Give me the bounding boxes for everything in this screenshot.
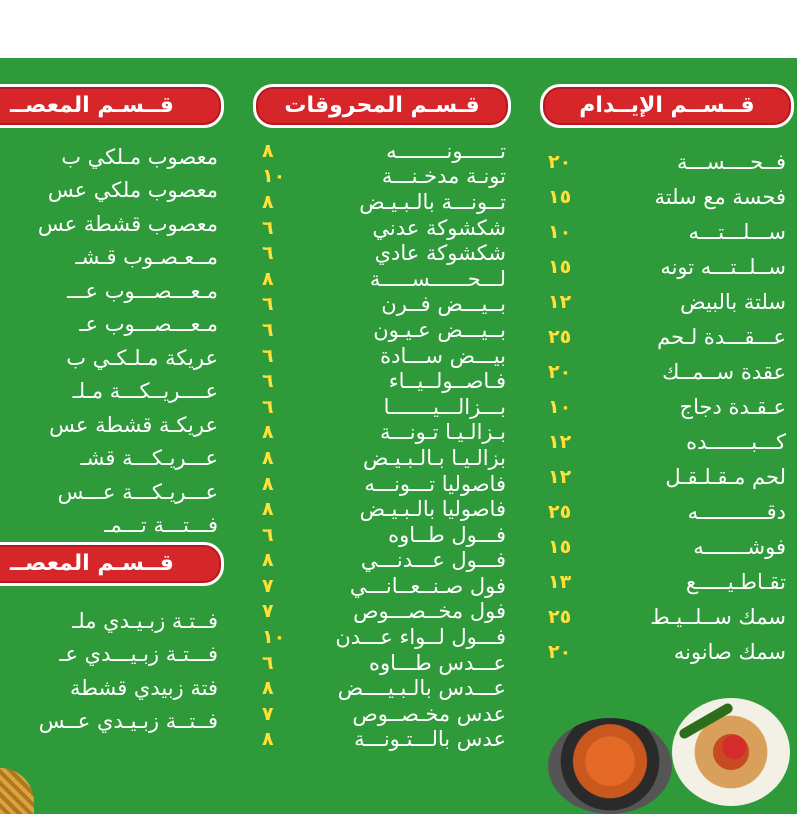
section-masoob-items: [0, 140, 218, 542]
menu-item-price: ٧: [262, 600, 274, 623]
menu-item-price: ٦: [262, 395, 274, 418]
menu-item-price: ٨: [262, 549, 274, 572]
menu-item-name: تــونـــة بالـبـيـض: [359, 189, 506, 214]
menu-item: [262, 164, 506, 190]
menu-item-price: ١٥: [548, 535, 572, 558]
menu-item-name: لـــحــــــســـــة: [369, 266, 506, 291]
menu-item-name: عـــقـــدة لـحم: [657, 324, 786, 349]
menu-item-name: مــعـصـوب قـشـ: [75, 245, 218, 270]
menu-item-name: ســـلـــتـــه: [688, 219, 786, 244]
menu-item: [0, 207, 218, 241]
menu-item-name: فـاصــولــيــاء: [388, 369, 506, 394]
menu-item-name: معصوب قشطة عس: [37, 211, 218, 236]
menu-item-name: سمك ســلــيـط: [650, 604, 786, 629]
menu-item-name: عدس مخـصــوص: [352, 701, 506, 726]
menu-item-name: فــحــــســـة: [677, 149, 786, 174]
menu-item: [0, 140, 218, 174]
menu-item: [262, 727, 506, 753]
menu-item-name: تــــــونــــــــه: [386, 138, 506, 163]
menu-item-name: بزالـيـا بـالـبـيـض: [362, 445, 506, 470]
menu-item: [262, 420, 506, 446]
menu-item-price: ٢٠: [548, 640, 572, 663]
menu-item-name: معصوب مـلكي ب: [61, 144, 218, 169]
menu-item-price: ١٢: [548, 465, 572, 488]
menu-item-price: ١٥: [548, 255, 572, 278]
menu-item-name: فـــول عـــدنـــي: [360, 548, 506, 573]
section-idam-items: [548, 144, 788, 669]
menu-item: [548, 144, 786, 179]
menu-item: [262, 343, 506, 369]
menu-item-name: بــيـــض عـيـون: [373, 317, 506, 342]
menu-item: [262, 215, 506, 241]
menu-item-name: كـــبـــــــده: [686, 429, 786, 454]
menu-item: [262, 573, 506, 599]
menu-item: [262, 471, 506, 497]
menu-item-name: عدس بالـــتـونـــة: [354, 727, 506, 752]
menu-item: [262, 394, 506, 420]
menu-item: [262, 317, 506, 343]
menu-board: [0, 58, 797, 814]
menu-item: [0, 671, 218, 705]
section-mahroogat-items: [262, 138, 508, 752]
menu-item: [548, 179, 786, 214]
menu-item-name: عـــدس بالـبـيــــض: [337, 676, 506, 701]
top-white-margin: [0, 0, 797, 58]
section-masoob-2-items: [0, 604, 218, 738]
section-header-idam: قــســم الإيــدام: [540, 84, 794, 128]
menu-item-name: فـــتـة زبـيـــدي عـ: [59, 642, 218, 667]
menu-item: [0, 308, 218, 342]
menu-item-name: عريكـة قشطة عس: [49, 412, 218, 437]
menu-item-name: عـــدس طـــاوه: [368, 650, 506, 675]
menu-item: [262, 522, 506, 548]
section-header-masoob: قــسـم المعصــ: [0, 84, 224, 128]
menu-item-name: عـــريـكـــة قشـ: [80, 446, 218, 471]
menu-item: [0, 509, 218, 543]
menu-item-name: فحسة مع سلتة: [654, 184, 786, 209]
menu-item: [548, 214, 786, 249]
menu-item-name: بيـــض ســـادة: [380, 343, 506, 368]
menu-item: [0, 174, 218, 208]
menu-item-name: فتة زبيدي قشطة: [69, 675, 218, 700]
menu-item: [0, 638, 218, 672]
menu-item: [548, 459, 786, 494]
menu-item-price: ٢٠: [548, 360, 572, 383]
menu-item-name: تقـاطـيـــــع: [685, 569, 786, 594]
menu-item-price: ٦: [262, 242, 274, 265]
menu-item: [548, 634, 786, 669]
menu-item-name: سمك صانونه: [673, 639, 786, 664]
menu-item-name: فول مخــصـــوص: [353, 599, 506, 624]
tomato-garnish: [722, 735, 746, 759]
menu-item-price: ٧: [262, 702, 274, 725]
menu-item: [0, 705, 218, 739]
menu-item: [262, 548, 506, 574]
menu-item-price: ٧: [262, 574, 274, 597]
menu-item-price: ٨: [262, 728, 274, 751]
menu-item: [262, 189, 506, 215]
menu-item: [0, 604, 218, 638]
menu-item: [262, 368, 506, 394]
menu-item-name: لحم مـقـلـقـل: [665, 464, 786, 489]
menu-item-name: ســلــتـــه تونه: [660, 254, 786, 279]
menu-item: [262, 240, 506, 266]
menu-item-price: ٢٠: [548, 150, 572, 173]
menu-item-price: ١٠: [548, 220, 572, 243]
menu-item-name: تونـة مدخـنـــة: [381, 164, 506, 189]
menu-item-name: بـزالـيـا تـونـــة: [380, 420, 506, 445]
menu-item: [262, 624, 506, 650]
menu-item-price: ١٠: [262, 626, 286, 649]
menu-item-name: شكشوكة عدني: [372, 215, 506, 240]
menu-item-name: بــيـــض فــرن: [381, 292, 506, 317]
menu-item-name: فــتـة زبـيـدي ملـ: [72, 608, 218, 633]
menu-item: [548, 284, 786, 319]
menu-item-name: بـــزالـــيـــــــا: [383, 394, 506, 419]
menu-item-name: فـــتـــة تـــمـ: [104, 513, 218, 538]
menu-item: [0, 475, 218, 509]
menu-item-name: مـعـــصـــوب عـــ: [67, 278, 218, 303]
menu-item-name: فـــول لــواء عـــدن: [335, 625, 506, 650]
menu-item-price: ١٢: [548, 430, 572, 453]
menu-item-name: معصوب ملكي عس: [47, 178, 218, 203]
menu-item: [262, 650, 506, 676]
menu-item-name: فـــول طــاوه: [388, 522, 506, 547]
menu-item-price: ٨: [262, 421, 274, 444]
menu-item: [548, 389, 786, 424]
menu-item-price: ٢٥: [548, 325, 572, 348]
menu-item: [262, 496, 506, 522]
food-plate-soup: [548, 718, 672, 814]
menu-item: [262, 701, 506, 727]
menu-item: [262, 445, 506, 471]
menu-item: [548, 354, 786, 389]
menu-item-price: ١٢: [548, 290, 572, 313]
menu-item: [548, 249, 786, 284]
menu-item-price: ٦: [262, 651, 274, 674]
menu-item-name: سلتة بالبيض: [680, 289, 786, 314]
menu-item: [262, 138, 506, 164]
menu-item-price: ٨: [262, 472, 274, 495]
menu-item: [0, 341, 218, 375]
menu-item-price: ١٠: [262, 165, 286, 188]
menu-item-name: عـقـدة دجاج: [679, 394, 786, 419]
menu-item: [0, 375, 218, 409]
menu-item-price: ٨: [262, 139, 274, 162]
menu-item-name: شكشوكة عادي: [374, 241, 506, 266]
menu-item: [262, 599, 506, 625]
menu-item-name: عـــريـكـــة عـــس: [57, 479, 218, 504]
menu-item-price: ٨: [262, 267, 274, 290]
section-header-masoob-2: قــسـم المعصــ: [0, 542, 224, 586]
menu-item: [548, 494, 786, 529]
menu-item: [0, 274, 218, 308]
menu-item-price: ٨: [262, 498, 274, 521]
section-header-mahroogat: قـسـم المحروقات: [253, 84, 511, 128]
menu-item-price: ٦: [262, 344, 274, 367]
menu-item-name: فاصوليا بالـبـيـض: [359, 497, 506, 522]
menu-item-price: ٨: [262, 190, 274, 213]
menu-item: [548, 529, 786, 564]
menu-item-name: مـعـــصـــوب عـ: [79, 312, 218, 337]
menu-item: [0, 241, 218, 275]
menu-item-name: فول صـنــعــانـــي: [349, 573, 506, 598]
menu-item: [548, 319, 786, 354]
menu-item: [548, 424, 786, 459]
menu-item-price: ٦: [262, 216, 274, 239]
menu-item-name: عــــريــكـــة مـلـ: [72, 379, 218, 404]
menu-item: [548, 564, 786, 599]
menu-item: [262, 266, 506, 292]
menu-item-price: ٨: [262, 446, 274, 469]
menu-item-name: عقدة ســمــك: [662, 359, 786, 384]
menu-item-price: ٦: [262, 293, 274, 316]
menu-item: [262, 292, 506, 318]
menu-item-price: ٢٥: [548, 500, 572, 523]
menu-item-name: عريكة مـلـكـي ب: [66, 345, 218, 370]
menu-item-price: ١٠: [548, 395, 572, 418]
menu-item-price: ١٣: [548, 570, 572, 593]
menu-item-name: فاصوليا تـــونـــه: [364, 471, 506, 496]
menu-item-price: ٦: [262, 523, 274, 546]
menu-item: [0, 442, 218, 476]
menu-item: [262, 675, 506, 701]
menu-item-price: ٦: [262, 318, 274, 341]
menu-item-name: فوشـــــــه: [693, 534, 786, 559]
menu-item-name: فــتــة زبـيـدي عــس: [38, 709, 218, 734]
menu-item-price: ٦: [262, 370, 274, 393]
menu-item-price: ٨: [262, 677, 274, 700]
menu-item: [0, 408, 218, 442]
menu-item-price: ١٥: [548, 185, 572, 208]
menu-item: [548, 599, 786, 634]
menu-item-price: ٢٥: [548, 605, 572, 628]
menu-item-name: دقـــــــــــه: [687, 499, 786, 524]
